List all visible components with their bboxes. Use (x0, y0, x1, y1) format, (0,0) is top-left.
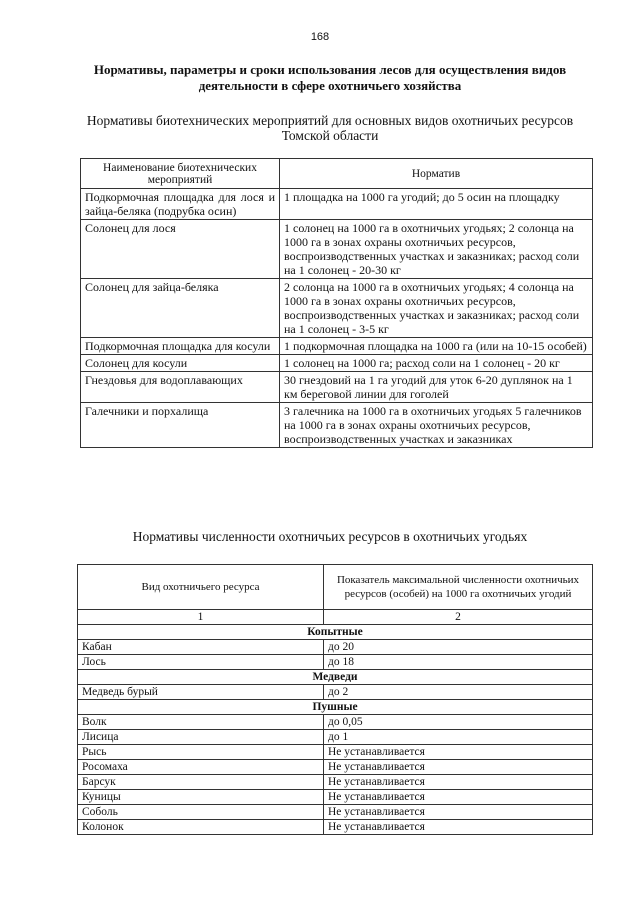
measure-norm: 2 солонца на 1000 га в охотничьих угодьях; 4 солонца на 1000 га в зонах охраны охотничьих ресурсов, воспроизводственных участках и заказниках; расход соли на 1 солонец - 3-5 кг (280, 279, 593, 338)
table-row (78, 760, 593, 775)
measure-norm: 3 галечника на 1000 га в охотничьих угодьях 5 галечников на 1000 га в зонах охраны охотничьих ресурсов, воспроизводственных участках и заказниках (280, 403, 593, 448)
table-row (81, 220, 593, 279)
table-row (78, 730, 593, 745)
species-value: Не устанавливается (324, 805, 593, 820)
species-name: Волк (78, 715, 324, 730)
group-label: Медведи (78, 670, 593, 685)
table-row (81, 189, 593, 220)
measure-name: Галечники и порхалища (81, 403, 280, 448)
measure-norm: 1 площадка на 1000 га угодий; до 5 осин на площадку (280, 189, 593, 220)
table-row (81, 279, 593, 338)
table-row (78, 715, 593, 730)
group-row-bears (78, 670, 593, 685)
table-row (81, 355, 593, 372)
species-name: Лось (78, 655, 324, 670)
table-header-row (78, 565, 593, 610)
column-number-row (78, 610, 593, 625)
measure-name: Гнездовья для водоплавающих (81, 372, 280, 403)
species-value: до 0,05 (324, 715, 593, 730)
species-name: Соболь (78, 805, 324, 820)
species-name: Колонок (78, 820, 324, 835)
group-row-fur (78, 700, 593, 715)
group-label: Копытные (78, 625, 593, 640)
species-value: Не устанавливается (324, 820, 593, 835)
species-value: Не устанавливается (324, 745, 593, 760)
page-number: 168 (310, 31, 330, 43)
table-row (78, 640, 593, 655)
species-value: Не устанавливается (324, 775, 593, 790)
header-norm: Норматив (280, 159, 593, 189)
table-row (78, 685, 593, 700)
population-norms-table (77, 564, 593, 835)
measure-name: Подкормочная площадка для косули (81, 338, 280, 355)
species-value: до 18 (324, 655, 593, 670)
table-row (81, 338, 593, 355)
group-row-hoofed (78, 625, 593, 640)
measure-norm: 1 солонец на 1000 га в охотничьих угодьях; 2 солонца на 1000 га в зонах охраны охотничьих ресурсов, воспроизводственных участках и заказниках; расход соли на 1 солонец - 20-30 кг (280, 220, 593, 279)
section1-title: Нормативы биотехнических мероприятий для основных видов охотничьих ресурсов Томской области (86, 113, 574, 143)
species-name: Росомаха (78, 760, 324, 775)
measure-norm: 1 солонец на 1000 га; расход соли на 1 солонец - 20 кг (280, 355, 593, 372)
header-species: Вид охотничьего ресурса (78, 565, 324, 610)
header-measure-name: Наименование биотехнических мероприятий (81, 159, 280, 189)
table-row (78, 820, 593, 835)
table-header-row (81, 159, 593, 189)
species-name: Куницы (78, 790, 324, 805)
table-row (78, 655, 593, 670)
species-value: до 20 (324, 640, 593, 655)
species-value: Не устанавливается (324, 760, 593, 775)
table-row (78, 790, 593, 805)
biotech-measures-table (80, 158, 593, 448)
header-max-population: Показатель максимальной численности охотничьих ресурсов (особей) на 1000 га охотничьих угодий (324, 565, 593, 610)
measure-name: Подкормочная площадка для лося и зайца-беляка (подрубка осин) (81, 189, 280, 220)
table-row (81, 372, 593, 403)
measure-norm: 30 гнездовий на 1 га угодий для уток 6-20 дуплянок на 1 км береговой линии для гоголей (280, 372, 593, 403)
species-name: Рысь (78, 745, 324, 760)
measure-name: Солонец для лося (81, 220, 280, 279)
table-row (78, 745, 593, 760)
species-name: Лисица (78, 730, 324, 745)
measure-norm: 1 подкормочная площадка на 1000 га (или на 10-15 особей) (280, 338, 593, 355)
measure-name: Солонец для зайца-беляка (81, 279, 280, 338)
species-value: до 1 (324, 730, 593, 745)
column-number: 2 (324, 610, 593, 625)
species-name: Кабан (78, 640, 324, 655)
main-title: Нормативы, параметры и сроки использования лесов для осуществления видов деятельности в сфере охотничьего хозяйства (93, 62, 567, 93)
species-value: Не устанавливается (324, 790, 593, 805)
table-row (78, 775, 593, 790)
column-number: 1 (78, 610, 324, 625)
table-row (81, 403, 593, 448)
section2-title: Нормативы численности охотничьих ресурсов в охотничьих угодьях (132, 529, 528, 544)
species-name: Медведь бурый (78, 685, 324, 700)
group-label: Пушные (78, 700, 593, 715)
measure-name: Солонец для косули (81, 355, 280, 372)
species-value: до 2 (324, 685, 593, 700)
table-row (78, 805, 593, 820)
species-name: Барсук (78, 775, 324, 790)
